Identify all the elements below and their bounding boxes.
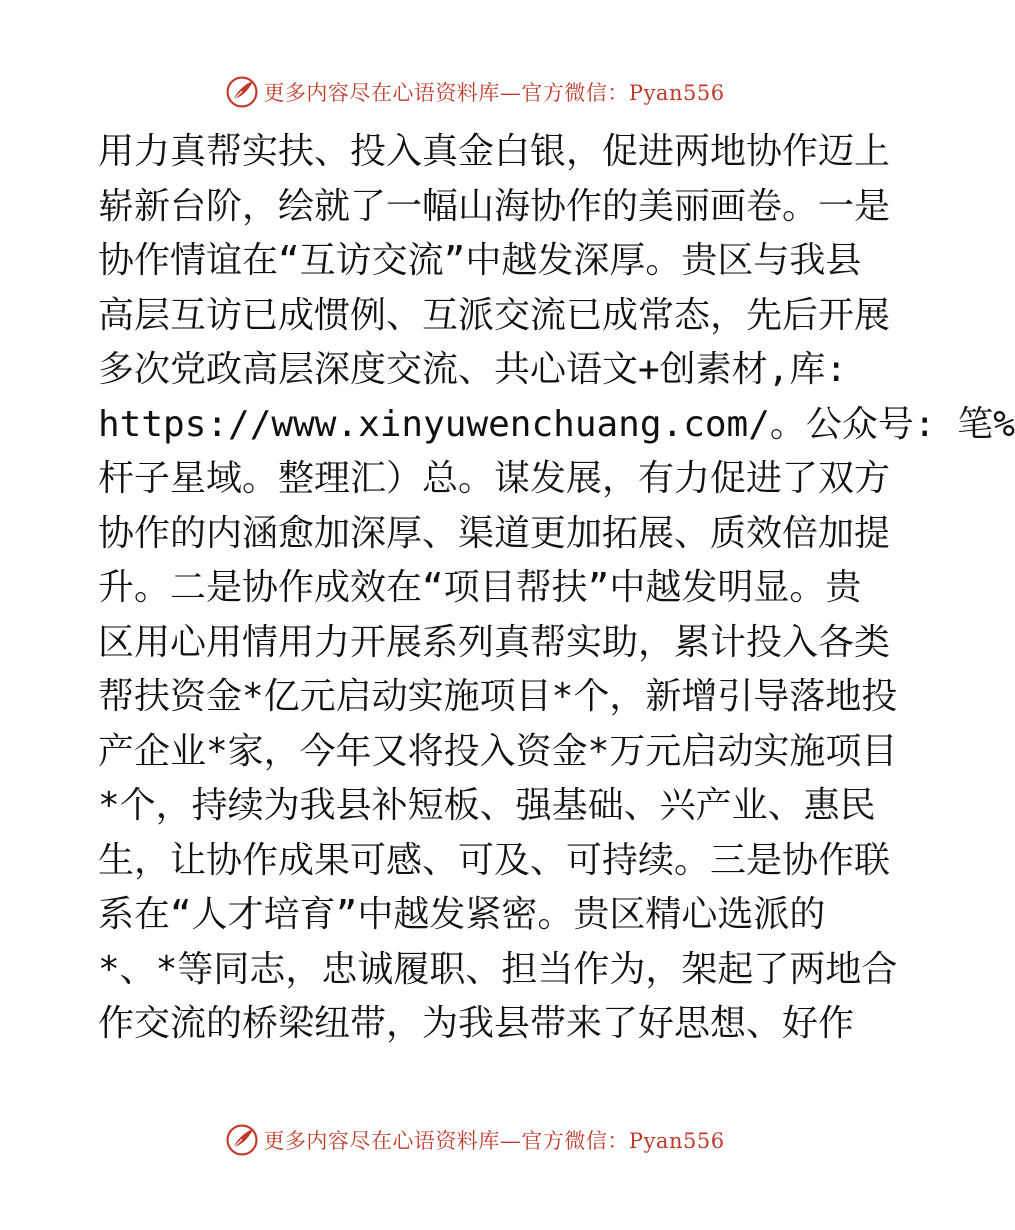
header-banner-text: 更多内容尽在心语资料库—官方微信：Pyan556 (263, 81, 725, 105)
text-line: 崭新台阶，绘就了一幅山海协作的美丽画卷。一是 (98, 185, 891, 227)
text-line: https://www.xinyuwenchuang.com/。公众号: 笔% (98, 403, 1015, 445)
text-line: 帮扶资金*亿元启动实施项目*个，新增引导落地投 (98, 676, 898, 717)
footer-watermark-banner (0, 1118, 950, 1162)
text-line: 区用心用情用力开展系列真帮实助，累计投入各类 (98, 621, 891, 663)
text-line: 多次党政高层深度交流、共心语文+创素材,库: (98, 349, 848, 390)
body-text (98, 125, 1015, 1052)
text-line: *个，持续为我县补短板、强基础、兴产业、惠民 (98, 785, 876, 826)
footer-banner-text: 更多内容尽在心语资料库—官方微信：Pyan556 (263, 1129, 725, 1153)
header-watermark-banner (0, 70, 950, 114)
text-line: 产企业*家，今年又将投入资金*万元启动实施项目 (98, 730, 898, 772)
feather-pen-logo-icon (225, 1123, 259, 1157)
text-line: 用力真帮实扶、投入真金白银，促进两地协作迈上 (98, 131, 891, 172)
text-line: 协作的内涵愈加深厚、渠道更加拓展、质效倍加提 (98, 512, 891, 554)
text-line: 升。二是协作成效在“项目帮扶”中越发明显。贵 (98, 567, 862, 608)
text-line: *、*等同志，忠诚履职、担当作为，架起了两地合 (98, 948, 898, 990)
text-line: 高层互访已成惯例、互派交流已成常态，先后开展 (98, 294, 891, 336)
text-line: 杆子星域。整理汇）总。谋发展，有力促进了双方 (98, 458, 891, 499)
text-line: 生，让协作成果可感、可及、可持续。三是协作联 (98, 839, 891, 881)
feather-pen-logo-icon (225, 75, 259, 109)
text-line: 协作情谊在“互访交流”中越发深厚。贵区与我县 (98, 240, 862, 281)
text-line: 系在“人才培育”中越发紧密。贵区精心选派的 (98, 894, 826, 935)
text-line: 作交流的桥梁纽带，为我县带来了好思想、好作 (98, 1003, 855, 1044)
